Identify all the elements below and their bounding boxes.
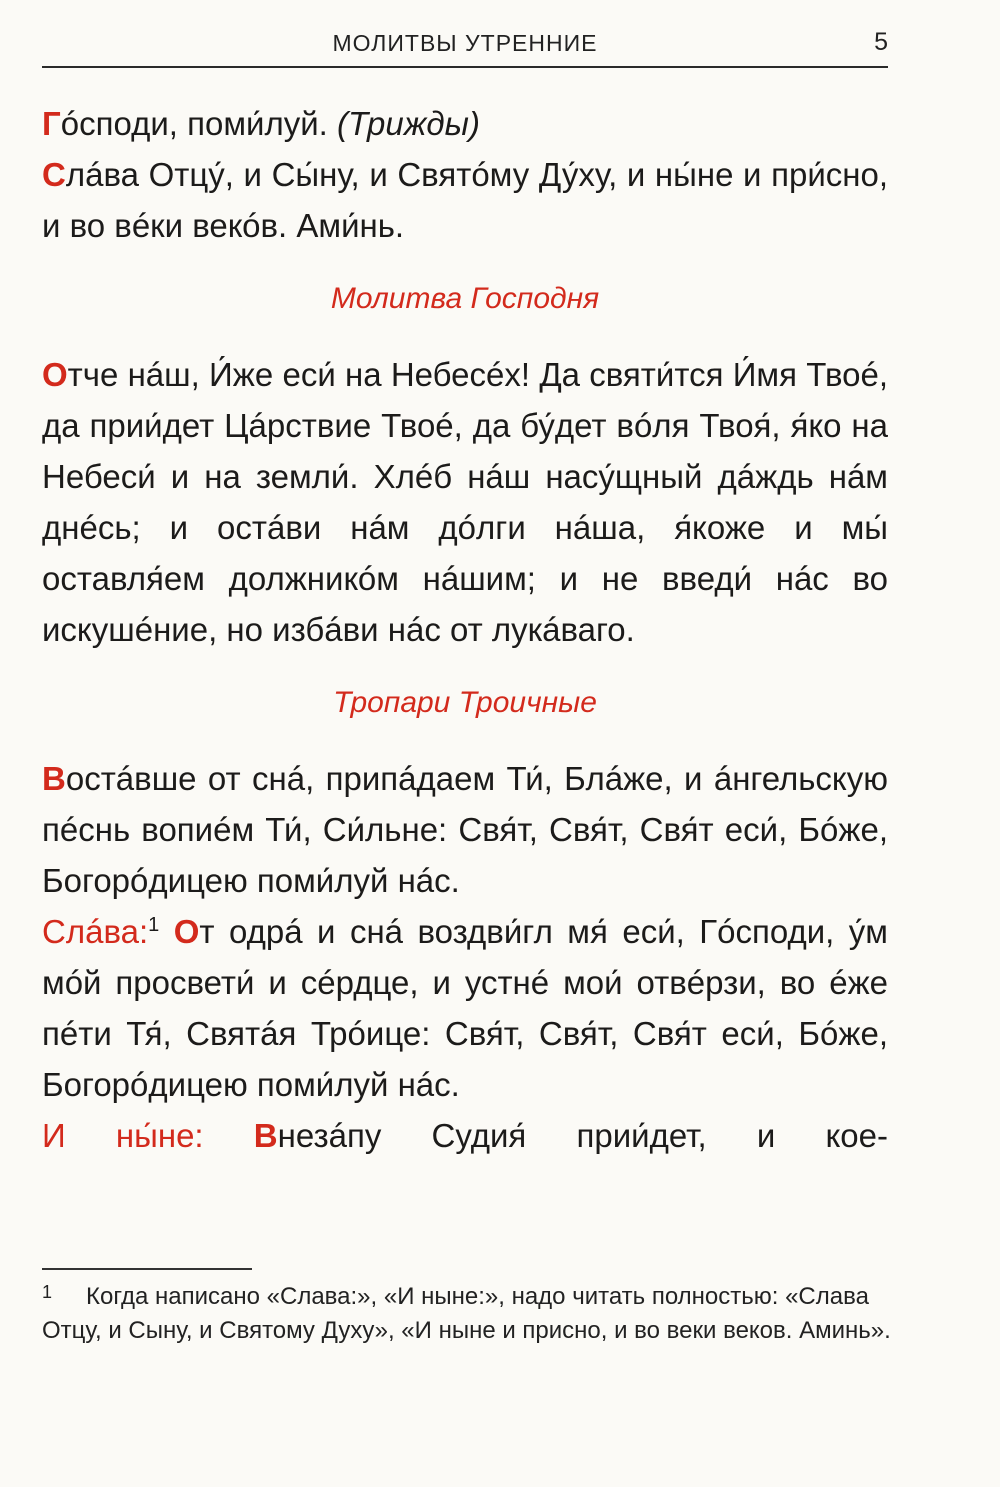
- footnote: 1 Когда написано «Слава:», «И ныне:», надо читать полностью: «Слава Отцу, и Сыну, и Святому Духу», «И ныне и присно, и во веки веков. Аминь».: [42, 1282, 891, 1344]
- paragraph-text: т одрá и снá воздви́гл мя́ еси́, Гóсподи, у́м мóй просвети́ и сéрдце, и устнé мои́ отвéрзи, во éже пéти Тя́, Святáя Трóице: Свя́т, Свя́т, Свя́т еси́, Бóже, Богорóдицею поми́луй нáс.: [42, 913, 888, 1103]
- paragraph-text: óсподи, поми́луй.: [60, 105, 337, 142]
- paragraph-text: незáпу Судия́ прии́дет, и кое-: [277, 1117, 889, 1154]
- section-heading-lords-prayer: Молитва Господня: [330, 282, 600, 315]
- footnote-text: Когда написано «Слава:», «И ныне:», надо читать полностью: «Слава Отцу, и Сыну, и Святому Духу», «И ныне и присно, и во веки веков. Аминь».: [42, 1283, 891, 1344]
- drop-letter: О: [42, 356, 68, 393]
- intro-paragraph-1: [42, 98, 888, 149]
- drop-letter: О: [173, 913, 200, 950]
- troparion-2: [42, 906, 888, 1110]
- lords-prayer-paragraph: [42, 349, 888, 655]
- paragraph-text: остáвше от снá, припáдаем Ти́, Блáже, и áнгельскую пéснь вопиéм Ти́, Си́льне: Свя́т, Свя́т, Свя́т еси́, Бóже, Богорóдицею поми́луй нáс.: [42, 760, 888, 899]
- footnote-reference: 1: [148, 914, 160, 936]
- drop-letter: В: [42, 760, 66, 797]
- drop-letter: С: [42, 156, 66, 193]
- paragraph-text: тче нáш, И́же еси́ на Небесéх! Да святи́тся И́мя Твоé, да прии́дет Цáрствие Твоé, да бу́дет вóля Твоя́, я́ко на Небеси́ и на земли́. Хлéб нáш насу́щный дáждь нáм днéсь; и остáви нáм дóлги нáша, я́коже и мы́ оставля́ем должникóм нáшим; и не введи́ нáс во искушéние, но избáви нáс от лукáваго.: [42, 356, 888, 648]
- footnote-divider: [42, 1268, 252, 1270]
- drop-letter: В: [253, 1117, 278, 1154]
- paragraph-text: лáва Отцу́, и Сы́ну, и Святóму Ду́ху, и ны́не и при́сно, и во вéки векóв. Ами́нь.: [42, 156, 888, 244]
- rubric-label-glory: Слáва:: [42, 913, 149, 950]
- rubric-note: (Трижды): [336, 105, 480, 142]
- page-number: 5: [874, 28, 888, 56]
- rubric-label-now: И ны́не:: [42, 1117, 204, 1154]
- drop-letter: Г: [42, 105, 61, 142]
- troparion-3: [42, 1110, 888, 1212]
- troparion-1: [42, 753, 888, 906]
- running-title: МОЛИТВЫ УТРЕННИЕ: [332, 30, 598, 56]
- running-header: [42, 26, 888, 68]
- intro-paragraph-2: [42, 149, 888, 251]
- section-heading-troparia: Тропари Троичные: [333, 686, 597, 719]
- page-body: [42, 98, 888, 1212]
